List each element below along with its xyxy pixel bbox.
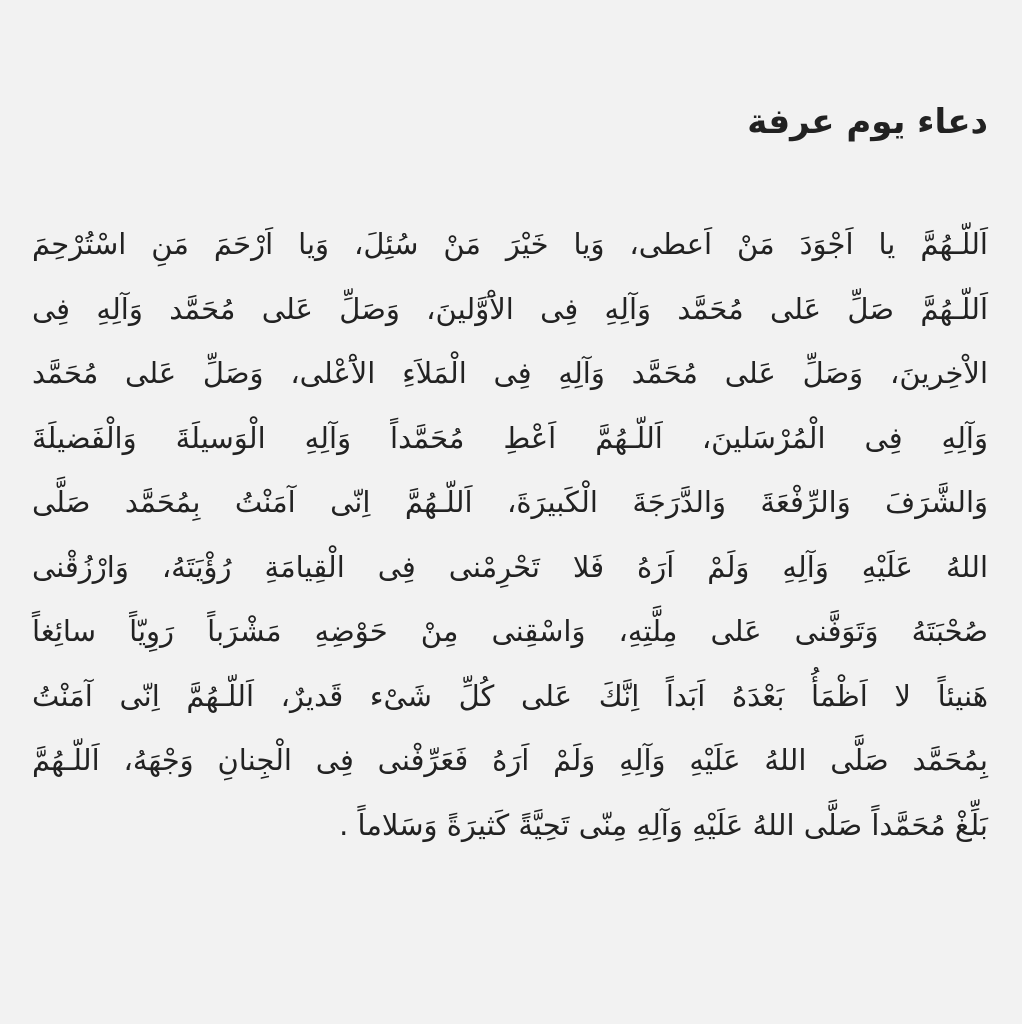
text-line: اَللّـهُمَّ يا اَجْوَدَ مَنْ اَعطى، وَيا خَيْرَ مَنْ سُئِلَ، وَيا اَرْحَمَ مَنِ اسْتُرْحِمَ [32, 227, 988, 261]
text-line: اللهُ عَلَيْهِ وَآلِهِ وَلَمْ اَرَهُ فَلا تَحْرِمْنى فِى الْقِيامَةِ رُؤْيَتَهُ، وَارْزُقْنى [32, 549, 988, 584]
text-line: بَلِّغْ مُحَمَّداً صَلَّى اللهُ عَلَيْهِ وَآلِهِ مِنّى تَحِيَّةً كَثيرَةً وَسَلاماً . [339, 807, 988, 842]
text-line: صُحْبَتَهُ وَتَوَفَّنى عَلى مِلَّتِهِ، وَاسْقِنى مِنْ حَوْضِهِ مَشْرَباً رَوِيّاً سائِغاً [32, 614, 988, 648]
document-title: دعاء يوم عرفة [747, 102, 988, 142]
text-line: هَنيئاً لا اَظْمَأُ بَعْدَهُ اَبَداً اِنَّكَ عَلى كُلِّ شَىْء قَديرٌ، اَللّـهُمَّ اِنّى آمَنْتُ [32, 678, 988, 713]
dua-body [32, 212, 988, 857]
text-line: الاْخِرينَ، وَصَلِّ عَلى مُحَمَّد وَآلِهِ فِى الْمَلاَءِ الاَْعْلى، وَصَلِّ عَلى مُحَمَّد [32, 356, 988, 390]
text-line: اَللّـهُمَّ صَلِّ عَلى مُحَمَّد وَآلِهِ فِى الاَْوَّلينَ، وَصَلِّ عَلى مُحَمَّد وَآلِهِ فِى [32, 291, 988, 326]
text-line: وَآلِهِ فِى الْمُرْسَلينَ، اَللّـهُمَّ اَعْطِ مُحَمَّداً وَآلِهِ الْوَسيلَةَ وَالْفَضيلَةَ [32, 420, 988, 455]
text-line: بِمُحَمَّد صَلَّى اللهُ عَلَيْهِ وَآلِهِ وَلَمْ اَرَهُ فَعَرِّفْنى فِى الْجِنانِ وَجْهَهُ، اَللّـهُمَّ [32, 743, 988, 777]
text-line: وَالشَّرَفَ وَالرِّفْعَةَ وَالدَّرَجَةَ الْكَبيرَةَ، اَللّـهُمَّ اِنّى آمَنْتُ بِمُحَمَّد صَلَّى [32, 485, 988, 519]
